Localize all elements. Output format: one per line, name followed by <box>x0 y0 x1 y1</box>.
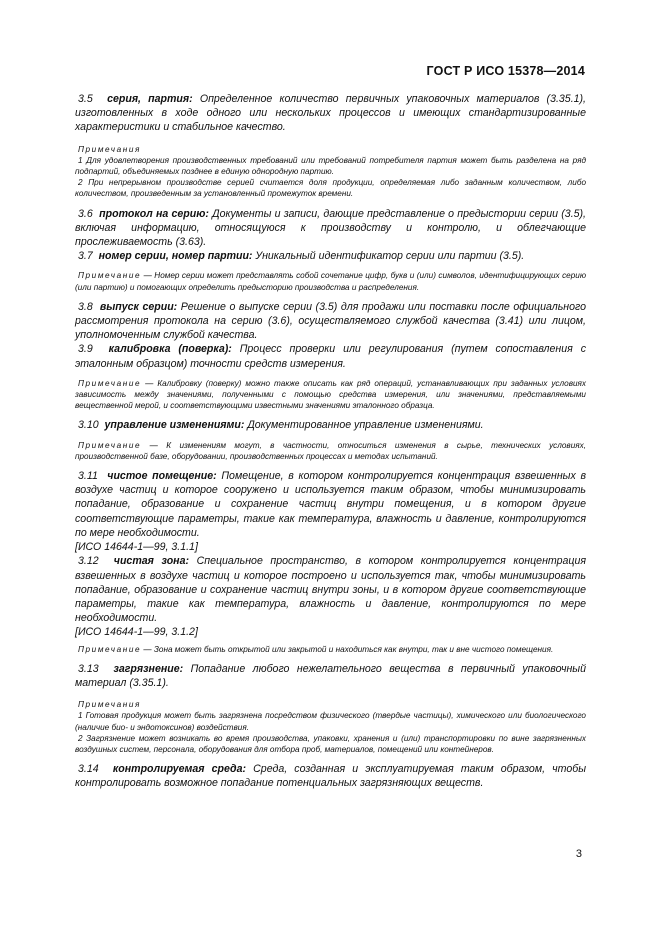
clause-number: 3.8 <box>78 300 93 313</box>
clause-number: 3.10 <box>78 419 99 432</box>
clause-number: 3.9 <box>78 343 93 356</box>
term: калибровка (поверка): <box>108 343 232 356</box>
note-label: Примечание <box>78 440 142 450</box>
note-3-7: Примечание — Номер серии может представлять собой сочетание цифр, букв и (или) символов, идентифицирующих серию (или партию) и помогающих определить предысторию производства и распределения. <box>75 271 586 292</box>
definition-3-8 <box>75 300 586 343</box>
definition-text: Процесс проверки или регулирования (путем сопоставления с эталонным образцом) точности средств измерения. <box>75 343 586 370</box>
clause-number: 3.6 <box>78 207 93 220</box>
clause-number: 3.12 <box>78 555 99 568</box>
term: чистое помещение: <box>107 470 217 483</box>
definition-3-5 <box>75 92 586 135</box>
definition-3-14 <box>75 762 586 790</box>
note-3-9: Примечание — Калибровку (поверку) можно также описать как ряд операций, устанавливающих при заданных условиях зависимость между значениями, полученными с помощью средства измерения, или значениями, представляемыми вещественной мерой, и соответствующими известными значениями эталонного образца. <box>75 378 586 411</box>
term: чистая зона: <box>113 555 190 568</box>
definition-text: Помещение, в котором контролируется концентрация взвешенных в воздухе частиц и которое сооружено и используется таким образом, чтобы минимизировать попадание, образование и сохранение частиц внутри помещения, и в котором другие соответствующие параметры, такие как температура, влажность и давление, контролируются по мере необходимости. <box>75 470 587 539</box>
definition-3-10 <box>75 418 586 432</box>
definition-text: Решение о выпуске серии (3.5) для продажи или поставки после официального рассмотрения протокола на серию (3.6), осуществляемого службой качества (3.41) или лицом, уполномоченным службой качества. <box>75 300 586 342</box>
clause-number: 3.14 <box>78 763 99 776</box>
notes-heading: Примечания <box>78 144 141 154</box>
definition-text: Документированное управление изменениями. <box>244 419 484 432</box>
definition-text: Определенное количество первичных упаковочных материалов (3.35.1), изготовленных в ходе одного или нескольких процессов и имеющих стандартизированные характеристики и стабильное качество. <box>75 93 587 134</box>
definition-text: Среда, созданная и эксплуатируемая таким образом, чтобы контролировать возможное попадание потенциальных загрязняющих веществ. <box>75 763 586 790</box>
note-3-12: Примечание — Зона может быть открытой или закрытой и находиться как внутри, так и вне чистого помещения. <box>78 644 554 654</box>
definition-3-12 <box>75 554 586 625</box>
note-label: Примечание <box>78 644 142 654</box>
page-number: 3 <box>575 848 582 860</box>
definition-text: Документы и записи, дающие представление о предыстории серии (3.5), включая информацию, относящуюся к производству и контролю, и облегчающие прослеживаемость (3.63). <box>75 207 587 249</box>
document-header: ГОСТ Р ИСО 15378—2014 <box>426 64 585 78</box>
term: загрязнение: <box>113 662 184 675</box>
definition-3-13 <box>75 662 586 690</box>
definition-3-7 <box>75 249 586 263</box>
clause-number: 3.13 <box>78 662 99 675</box>
term: выпуск серии: <box>99 300 178 313</box>
note-3-13-1: 1 Готовая продукция может быть загрязнена посредством физического (твердые частицы), химического или биологического (наличие био- и эндотоксинов) воздействия. <box>75 711 586 732</box>
definition-text: Специальное пространство, в котором контролируется концентрация взвешенных в воздухе частиц и которое построено и используется так, чтобы минимизировать попадание, образование и сохранение частиц внутри зоны, и в котором другие соответствующие параметры, такие как температура, влажность и давление, контролируются по мере необходимости. <box>75 555 586 625</box>
clause-number: 3.5 <box>78 93 93 105</box>
term: номер серии, номер партии: <box>98 250 253 263</box>
definition-text: Попадание любого нежелательного вещества в первичный упаковочный материал (3.35.1). <box>75 662 586 689</box>
term: протокол на серию: <box>99 207 209 220</box>
note-3-5-1: 1 Для удовлетворения производственных требований или требований потребителя партия может быть разделена на ряд подпартий, объединяемых позднее в единую однородную партию. <box>75 155 586 177</box>
definition-3-11 <box>75 469 586 540</box>
notes-heading: Примечания <box>78 700 141 710</box>
note-3-5-2: 2 При непрерывном производстве серией считается доля продукции, определяемая либо заданным количеством, либо количеством, произведенным за установленный промежуток времени. <box>75 178 586 199</box>
definition-3-6 <box>75 207 586 250</box>
definition-3-9 <box>75 342 586 370</box>
reference-3-11: [ИСО 14644-1—99, 3.1.1] <box>75 541 198 554</box>
note-label: Примечание <box>78 271 142 281</box>
term: контролируемая среда: <box>112 763 247 776</box>
note-label: Примечание <box>78 378 142 388</box>
document-body <box>75 92 586 791</box>
reference-3-12: [ИСО 14644-1—99, 3.1.2] <box>75 626 198 639</box>
clause-number: 3.11 <box>78 470 98 483</box>
clause-number: 3.7 <box>78 250 93 263</box>
definition-text: Уникальный идентификатор серии или партии (3.5). <box>252 250 525 263</box>
term: управление изменениями: <box>104 419 245 432</box>
note-3-13-2: 2 Загрязнение может возникать во время производства, упаковки, хранения и (или) транспортировки по вине загрязненных воздушных систем, персонала, оборудования для отбора проб, материалов, помещений или контейнеров. <box>75 733 586 754</box>
note-3-10: Примечание — К изменениям могут, в частности, относиться изменения в сырье, технических условиях, производственной базе, оборудовании, производственных процессах и методах испытаний. <box>75 440 586 461</box>
term: серия, партия: <box>107 93 193 105</box>
